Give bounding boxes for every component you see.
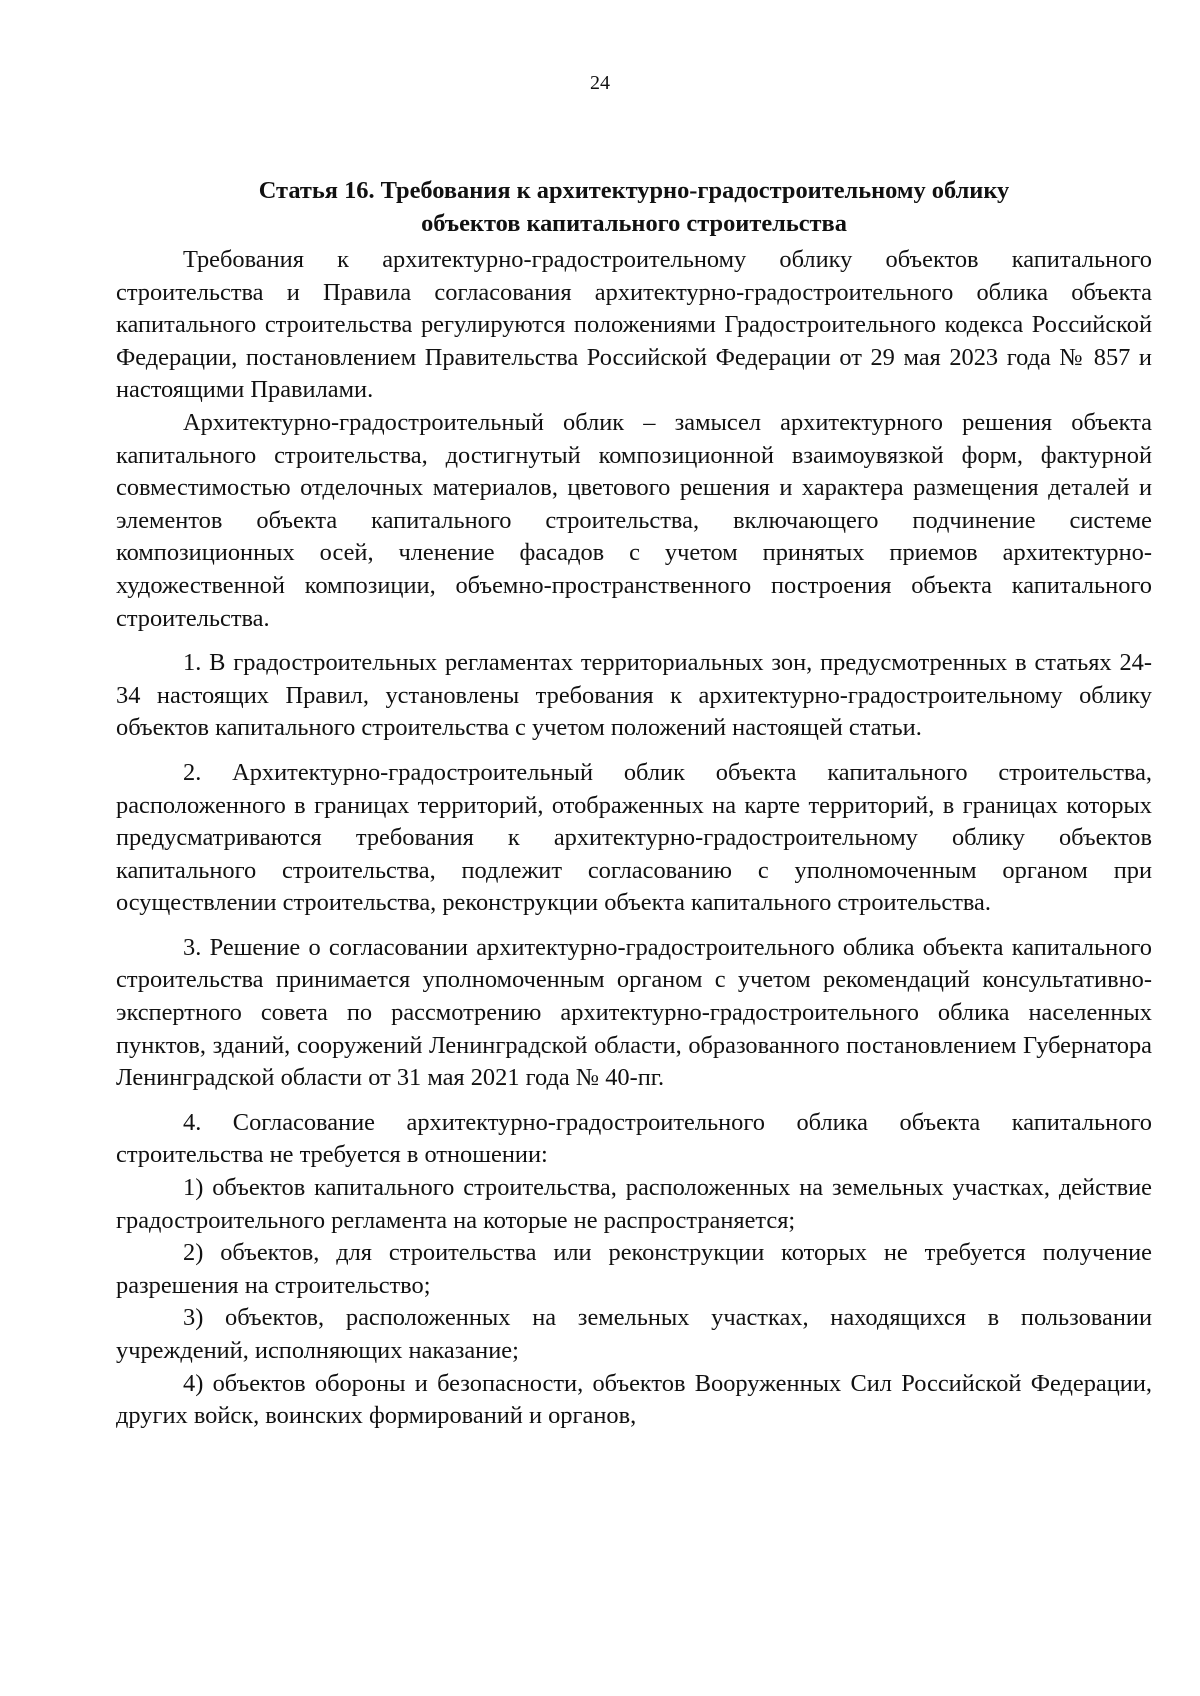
paragraph-intro: Требования к архитектурно-градостроительному облику объектов капитального строительства и Правила согласования архитектурно-градостроительного облика объекта капитального строительства регулируются положениями Градостроительного кодекса Российской Федерации, постановлением Правительства Российской Федерации от 29 мая 2023 года № 857 и настоящими Правилами. — [116, 246, 1152, 404]
paragraph-item-2: 2. Архитектурно-градостроительный облик объекта капитального строительства, расположенного в границах территорий, отображенных на карте территорий, в границах которых предусматриваются требования к архитектурно-градостроительному облику объектов капитального строительства, подлежит согласованию с уполномоченным органом при осуществлении строительства, реконструкции объекта капитального строительства. — [116, 758, 1152, 917]
subitem-2: 2) объектов, для строительства или реконструкции которых не требуется получение разрешения на строительство; — [116, 1239, 1152, 1299]
article-title — [116, 174, 1152, 240]
subitem-1: 1) объектов капитального строительства, расположенных на земельных участках, действие градостроительного регламента на которые не распространяется; — [116, 1174, 1152, 1234]
subitem-3: 3) объектов, расположенных на земельных участках, находящихся в пользовании учреждений, исполняющих наказание; — [116, 1304, 1152, 1364]
subitem-4: 4) объектов обороны и безопасности, объектов Вооруженных Сил Российской Федерации, других войск, воинских формирований и органов, — [116, 1369, 1152, 1430]
paragraph-item-4: 4. Согласование архитектурно-градостроительного облика объекта капитального строительства не требуется в отношении: — [116, 1108, 1152, 1169]
paragraph-definition: Архитектурно-градостроительный облик – замысел архитектурного решения объекта капитального строительства, достигнутый композиционной взаимоувязкой форм, фактурной совместимостью отделочных материалов, цветового решения и характера размещения деталей и элементов объекта капитального строительства, включающего подчинение системе композиционных осей, членение фасадов с учетом принятых приемов архитектурно-художественной композиции, объемно-пространственного построения объекта капитального строительства. — [116, 408, 1152, 632]
paragraph-item-1: 1. В градостроительных регламентах территориальных зон, предусмотренных в статьях 24-34 настоящих Правил, установлены требования к архитектурно-градостроительному облику объектов капитального строительства с учетом положений настоящей статьи. — [116, 649, 1152, 742]
document-body — [116, 174, 1152, 1433]
page-number: 24 — [590, 72, 610, 94]
article-title-line-2: объектов капитального строительства — [421, 210, 847, 237]
article-title-line-1: Статья 16. Требования к архитектурно-градостроительному облику — [258, 177, 1010, 204]
paragraph-item-3: 3. Решение о согласовании архитектурно-градостроительного облика объекта капитального строительства принимается уполномоченным органом с учетом рекомендаций консультативно-экспертного совета по рассмотрению архитектурно-градостроительного облика населенных пунктов, зданий, сооружений Ленинградской области, образованного постановлением Губернатора Ленинградской области от 31 мая 2021 года № 40-пг. — [116, 933, 1152, 1092]
